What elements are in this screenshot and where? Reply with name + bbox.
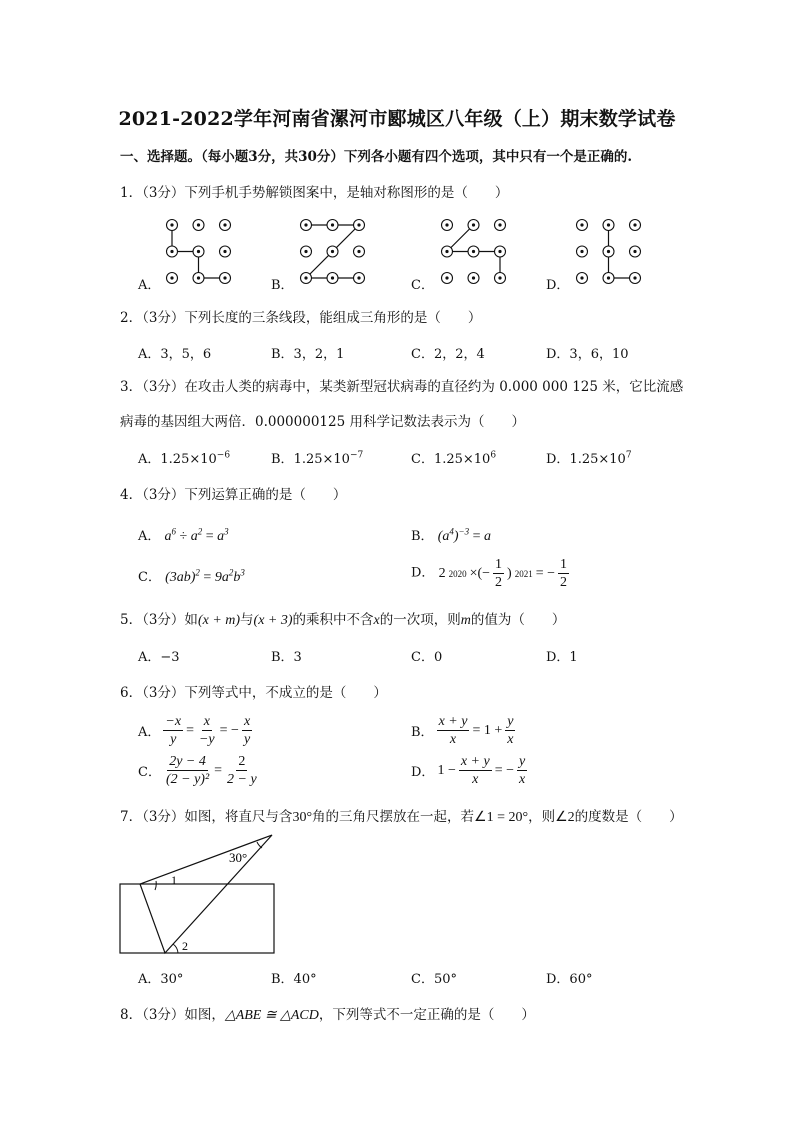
question-1-stem: 1．（3分）下列手机手势解锁图案中，是轴对称图形的是（ ） bbox=[120, 185, 509, 201]
question-8-stem: 8．（3分）如图，△ABE ≅ △ACD，下列等式不一定正确的是（ ） bbox=[120, 1007, 535, 1023]
question-7-stem: 7．（3分）如图，将直尺与含30°角的三角尺摆放在一起，若∠1 = 20°，则∠2的度数是（ ） bbox=[120, 809, 683, 825]
q5-option-b: B．3 bbox=[271, 650, 302, 665]
triangle-ruler bbox=[140, 835, 272, 953]
angle-1-arc bbox=[155, 881, 156, 890]
q4-option-a: A． $a^6 \div a^2 = a^3$ bbox=[138, 526, 229, 544]
q6-option-d: D． 1 − $\frac{x + y}{x}$ = − $\frac{y}{x}$ bbox=[411, 754, 526, 787]
q4-option-b: B． $(a^4)^{-3} = a$ bbox=[411, 526, 492, 544]
q3-option-a: A．$1.25\times 10^{-6}$ bbox=[138, 450, 231, 467]
q3-option-d: D．$1.25\times 10^7$ bbox=[546, 450, 632, 467]
label-30-degrees: 30° bbox=[229, 850, 248, 865]
q1-option-d-label: D． bbox=[546, 278, 570, 293]
label-angle-1: 1 bbox=[171, 873, 177, 887]
question-5-stem: 5．（3分）如(x + m)与(x + 3)的乘积中不含x的一次项，则m的值为（ ） bbox=[120, 612, 566, 628]
q6-option-c: C． $\frac{2y - 4}{\text{(2 − y)²}}$ = $\frac{2}{2 - y}$ bbox=[138, 754, 257, 787]
q2-option-a: A．3，5，6 bbox=[138, 347, 212, 362]
q4-option-c: C． $(3ab)^2 = 9a^2b^3$ bbox=[138, 567, 245, 585]
q7-option-c: C．50° bbox=[411, 972, 457, 987]
q1-option-c-label: C． bbox=[411, 278, 434, 293]
q6-option-b: B． $\frac{x + y}{x}$ = 1 + $\frac{y}{x}$ bbox=[411, 714, 514, 747]
section-heading: 一、选择题。（每小题3分，共30分）下列各小题有四个选项，其中只有一个是正确的. bbox=[120, 149, 633, 165]
question-3-stem-line2: 病毒的基因组大两倍．0.000000125 用科学记数法表示为（ ） bbox=[120, 414, 525, 430]
question-6-stem: 6．（3分）下列等式中，不成立的是（ ） bbox=[120, 685, 387, 701]
q1-option-a-label: A． bbox=[138, 278, 161, 293]
angle-30-arc bbox=[257, 842, 262, 848]
q3-option-c: C．$1.25\times 10^6$ bbox=[411, 450, 497, 467]
angle-2-arc bbox=[173, 944, 178, 953]
q7-option-d: D．60° bbox=[546, 972, 593, 987]
q5-option-d: D．1 bbox=[546, 650, 578, 665]
q3-option-b: B．$1.25\times 10^{-7}$ bbox=[271, 450, 364, 467]
q4-option-d: D． 2 2020 ×(− $\frac{1}{2}$ ) 2021 = − $\frac{1}{2}$ bbox=[411, 557, 567, 590]
q2-option-d: D．3，6，10 bbox=[546, 347, 629, 362]
q5-option-a: A．−3 bbox=[138, 650, 180, 665]
q7-option-b: B．40° bbox=[271, 972, 317, 987]
question-4-stem: 4．（3分）下列运算正确的是（ ） bbox=[120, 487, 347, 503]
q2-option-c: C．2，2，4 bbox=[411, 347, 485, 362]
label-angle-2: 2 bbox=[182, 939, 188, 953]
question-2-stem: 2．（3分）下列长度的三条线段，能组成三角形的是（ ） bbox=[120, 310, 482, 326]
q7-option-a: A．30° bbox=[138, 972, 184, 987]
exam-title: 2021-2022学年河南省漯河市郾城区八年级（上）期末数学试卷 bbox=[118, 108, 676, 130]
question-3-stem-line1: 3．（3分）在攻击人类的病毒中，某类新型冠状病毒的直径约为 0.000 000 125 米，它比流感 bbox=[120, 379, 684, 395]
q5-option-c: C．0 bbox=[411, 650, 443, 665]
q6-option-a: A． $\frac{-x}{y}$ = $\frac{x}{-y}$ = − $\frac{x}{y}$ bbox=[138, 714, 251, 747]
q2-option-b: B．3，2，1 bbox=[271, 347, 345, 362]
q1-option-b-label: B． bbox=[271, 278, 294, 293]
